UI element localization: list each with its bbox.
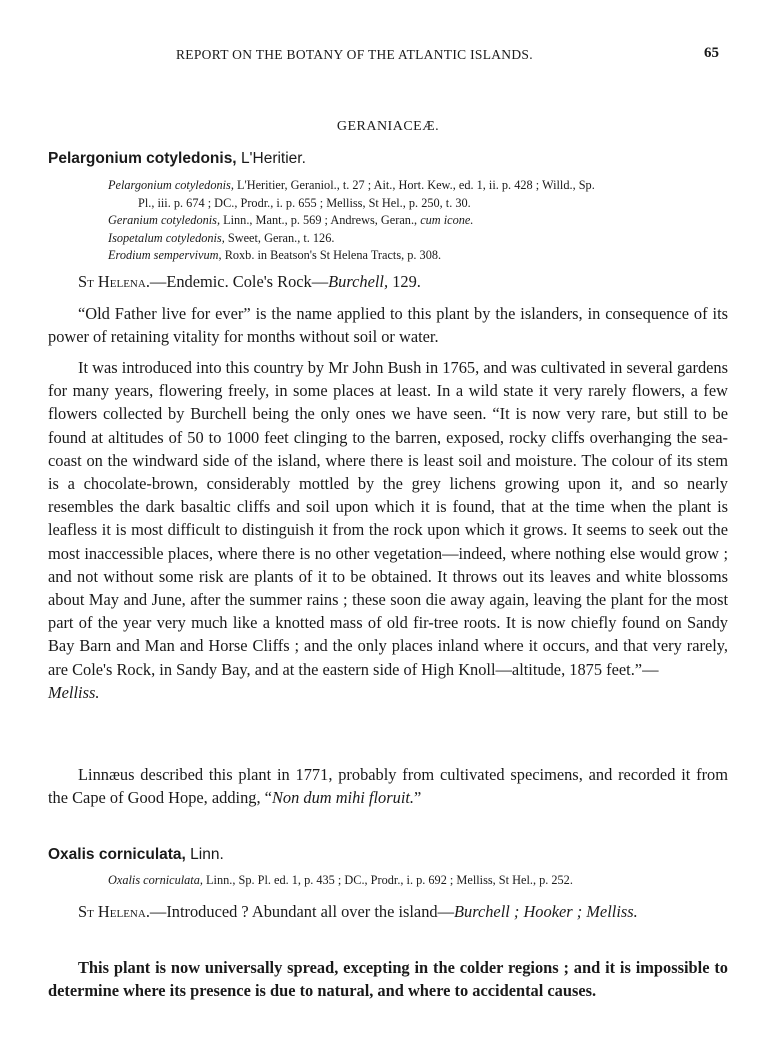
synonym-citation: Linn., Mant., p. 569 ; Andrews, Geran., [223, 213, 418, 227]
locality-pelargonium [48, 270, 728, 293]
running-title: REPORT ON THE BOTANY OF THE ATLANTIC ISLANDS. [176, 47, 533, 62]
paragraph-common-name: “Old Father live for ever” is the name applied to this plant by the islanders, in consequence of its power of retaining vitality for months without soil or water. [48, 304, 728, 347]
synonym-line [108, 177, 730, 195]
synonymy-pelargonium [108, 177, 730, 265]
synonym-name: Pelargonium cotyledonis, [108, 178, 234, 192]
synonym-line [108, 872, 730, 890]
synonymy-oxalis [108, 872, 730, 890]
synonym-name: Isopetalum cotyledonis, [108, 230, 225, 245]
synonym-name: Geranium cotyledonis, [108, 213, 221, 227]
paragraph-history [48, 356, 728, 704]
page-number: 65 [704, 45, 719, 61]
latin-quote: Non dum mihi floruit. [271, 788, 415, 808]
synonym-citation: Sweet, Geran., t. 126. [227, 230, 335, 245]
species-heading-oxalis [48, 845, 728, 865]
locality-number: 129. [392, 272, 421, 291]
synonym-name: Erodium sempervivum, [108, 248, 222, 262]
synonym-citation: Pl., iii. p. 674 ; DC., Prodr., i. p. 655 ; Melliss, St Hel., p. 250, t. 30. [138, 195, 471, 210]
species-heading-pelargonium [48, 149, 728, 169]
species-name: Oxalis corniculata, [48, 846, 186, 863]
locality-place: St Helena. [78, 902, 150, 921]
species-author: Linn. [190, 846, 224, 863]
synonym-citation: Linn., Sp. Pl. ed. 1, p. 435 ; DC., Prodr., i. p. 692 ; Melliss, St Hel., p. 252. [206, 873, 573, 887]
synonym-name: Oxalis corniculata, [108, 873, 203, 887]
synonym-line [108, 230, 730, 248]
synonym-line [108, 247, 730, 265]
species-name: Pelargonium cotyledonis, [48, 150, 237, 167]
paragraph-text: Linnæus described this plant in 1771, probably from cultivated specimens, and recorded it from the Cape of Good Hope, adding, “ [48, 765, 728, 808]
synonym-note: cum icone. [420, 213, 474, 227]
synonym-line [108, 195, 730, 213]
locality-text: —Introduced ? Abundant all over the island— [149, 902, 454, 921]
family-heading: GERANIACEÆ. [336, 119, 440, 134]
locality-text: —Endemic. Cole's Rock— [149, 272, 329, 291]
synonym-line [108, 212, 730, 230]
locality-collectors: Burchell ; Hooker ; Melliss. [453, 902, 638, 921]
paragraph-text: It was introduced into this country by Mr John Bush in 1765, and was cultivated in several gardens for many years, flowering freely, in some places at least. In a wild state it very rarely flowers, a few flowers collected by Burchell being the only ones we have seen. “It is now very rare, but still to be found at altitudes of 50 to 1000 feet clinging to the barren, exposed, rocky cliffs overhanging the sea-coast on the windward side of the island, where there is least soil and moisture. The colour of its stem is a chocolate-brown, considerably mottled by the grey lichens growing upon it, and so nearly resembles the dark basaltic cliffs and soil upon which it is found, that at the time when the plant is leafless it is most difficult to distinguish it from the rock upon which it grows. It seems to seek out the most inaccessible places, where there is no other vegetation—indeed, where nothing else would grow ; and not without some risk are plants of it to be obtained. It throws out its leaves and white blossoms about May and June, after the summer rains ; these soon die away again, leaving the plant for the most part of the year very much like a knotted mass of old fir-tree roots. It is now chiefly found on Sandy Bay Barn and Man and Horse Cliffs ; and the only places inland where it occurs, and that very rarely, are Cole's Rock, in Sandy Bay, and at the eastern side of High Knoll—altitude, 1875 feet.”— [48, 358, 728, 679]
paragraph-oxalis: This plant is now universally spread, excepting in the colder regions ; and it is impossible to determine where its presence is due to natural, and where to accidental causes. [48, 958, 728, 1001]
locality-place: St Helena. [78, 272, 150, 291]
locality-oxalis [48, 900, 728, 923]
synonym-citation: Roxb. in Beatson's St Helena Tracts, p. 308. [224, 248, 442, 262]
synonym-citation: L'Heritier, Geraniol., t. 27 ; Ait., Hort. Kew., ed. 1, ii. p. 428 ; Willd., Sp. [236, 178, 595, 192]
species-author: L'Heritier. [240, 150, 306, 167]
locality-collector: Burchell, [328, 272, 389, 291]
quote-author: Melliss. [48, 682, 100, 702]
paragraph-end: ” [414, 788, 422, 808]
paragraph-linnaeus [48, 763, 728, 809]
